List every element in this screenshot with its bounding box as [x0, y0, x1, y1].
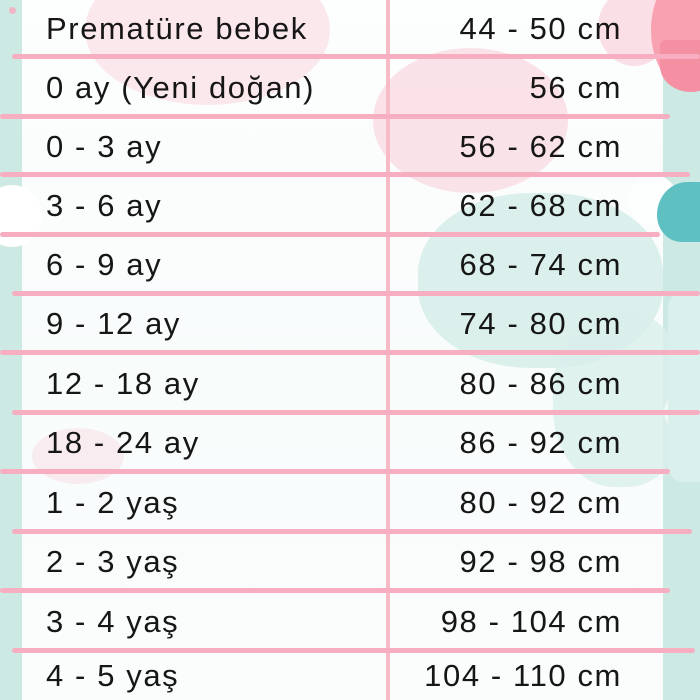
age-cell: Prematüre bebek	[46, 11, 308, 46]
height-cell: 44 - 50 cm	[459, 11, 622, 46]
table-row	[0, 413, 700, 472]
table-row	[0, 235, 700, 294]
table-row	[0, 651, 700, 700]
height-cell: 98 - 104 cm	[440, 603, 622, 639]
table-row	[0, 591, 700, 651]
table-row	[0, 472, 700, 532]
height-cell: 80 - 92 cm	[459, 484, 622, 520]
age-cell: 4 - 5 yaş	[46, 658, 180, 693]
height-cell: 56 cm	[529, 69, 622, 105]
age-cell: 18 - 24 ay	[46, 425, 200, 460]
age-cell: 0 - 3 ay	[46, 128, 163, 164]
age-cell: 0 ay (Yeni doğan)	[46, 69, 316, 105]
height-cell: 104 - 110 cm	[424, 658, 622, 693]
height-cell: 92 - 98 cm	[459, 544, 622, 579]
table-row	[0, 175, 700, 235]
height-cell: 80 - 86 cm	[459, 365, 622, 401]
age-cell: 2 - 3 yaş	[46, 544, 180, 579]
height-cell: 62 - 68 cm	[459, 187, 622, 223]
age-cell: 9 - 12 ay	[46, 306, 182, 341]
table-row	[0, 532, 700, 591]
table-row	[0, 117, 700, 175]
table-row	[0, 353, 700, 413]
age-cell: 3 - 4 yaş	[46, 603, 180, 639]
height-cell: 86 - 92 cm	[459, 425, 622, 460]
age-cell: 12 - 18 ay	[46, 365, 200, 401]
table-row	[0, 0, 700, 57]
height-cell: 68 - 74 cm	[459, 247, 622, 282]
table-row	[0, 57, 700, 117]
height-cell: 56 - 62 cm	[459, 128, 622, 164]
age-cell: 3 - 6 ay	[46, 187, 163, 223]
height-cell: 74 - 80 cm	[459, 306, 622, 341]
age-cell: 1 - 2 yaş	[46, 484, 180, 520]
table-row	[0, 294, 700, 353]
age-cell: 6 - 9 ay	[46, 247, 163, 282]
